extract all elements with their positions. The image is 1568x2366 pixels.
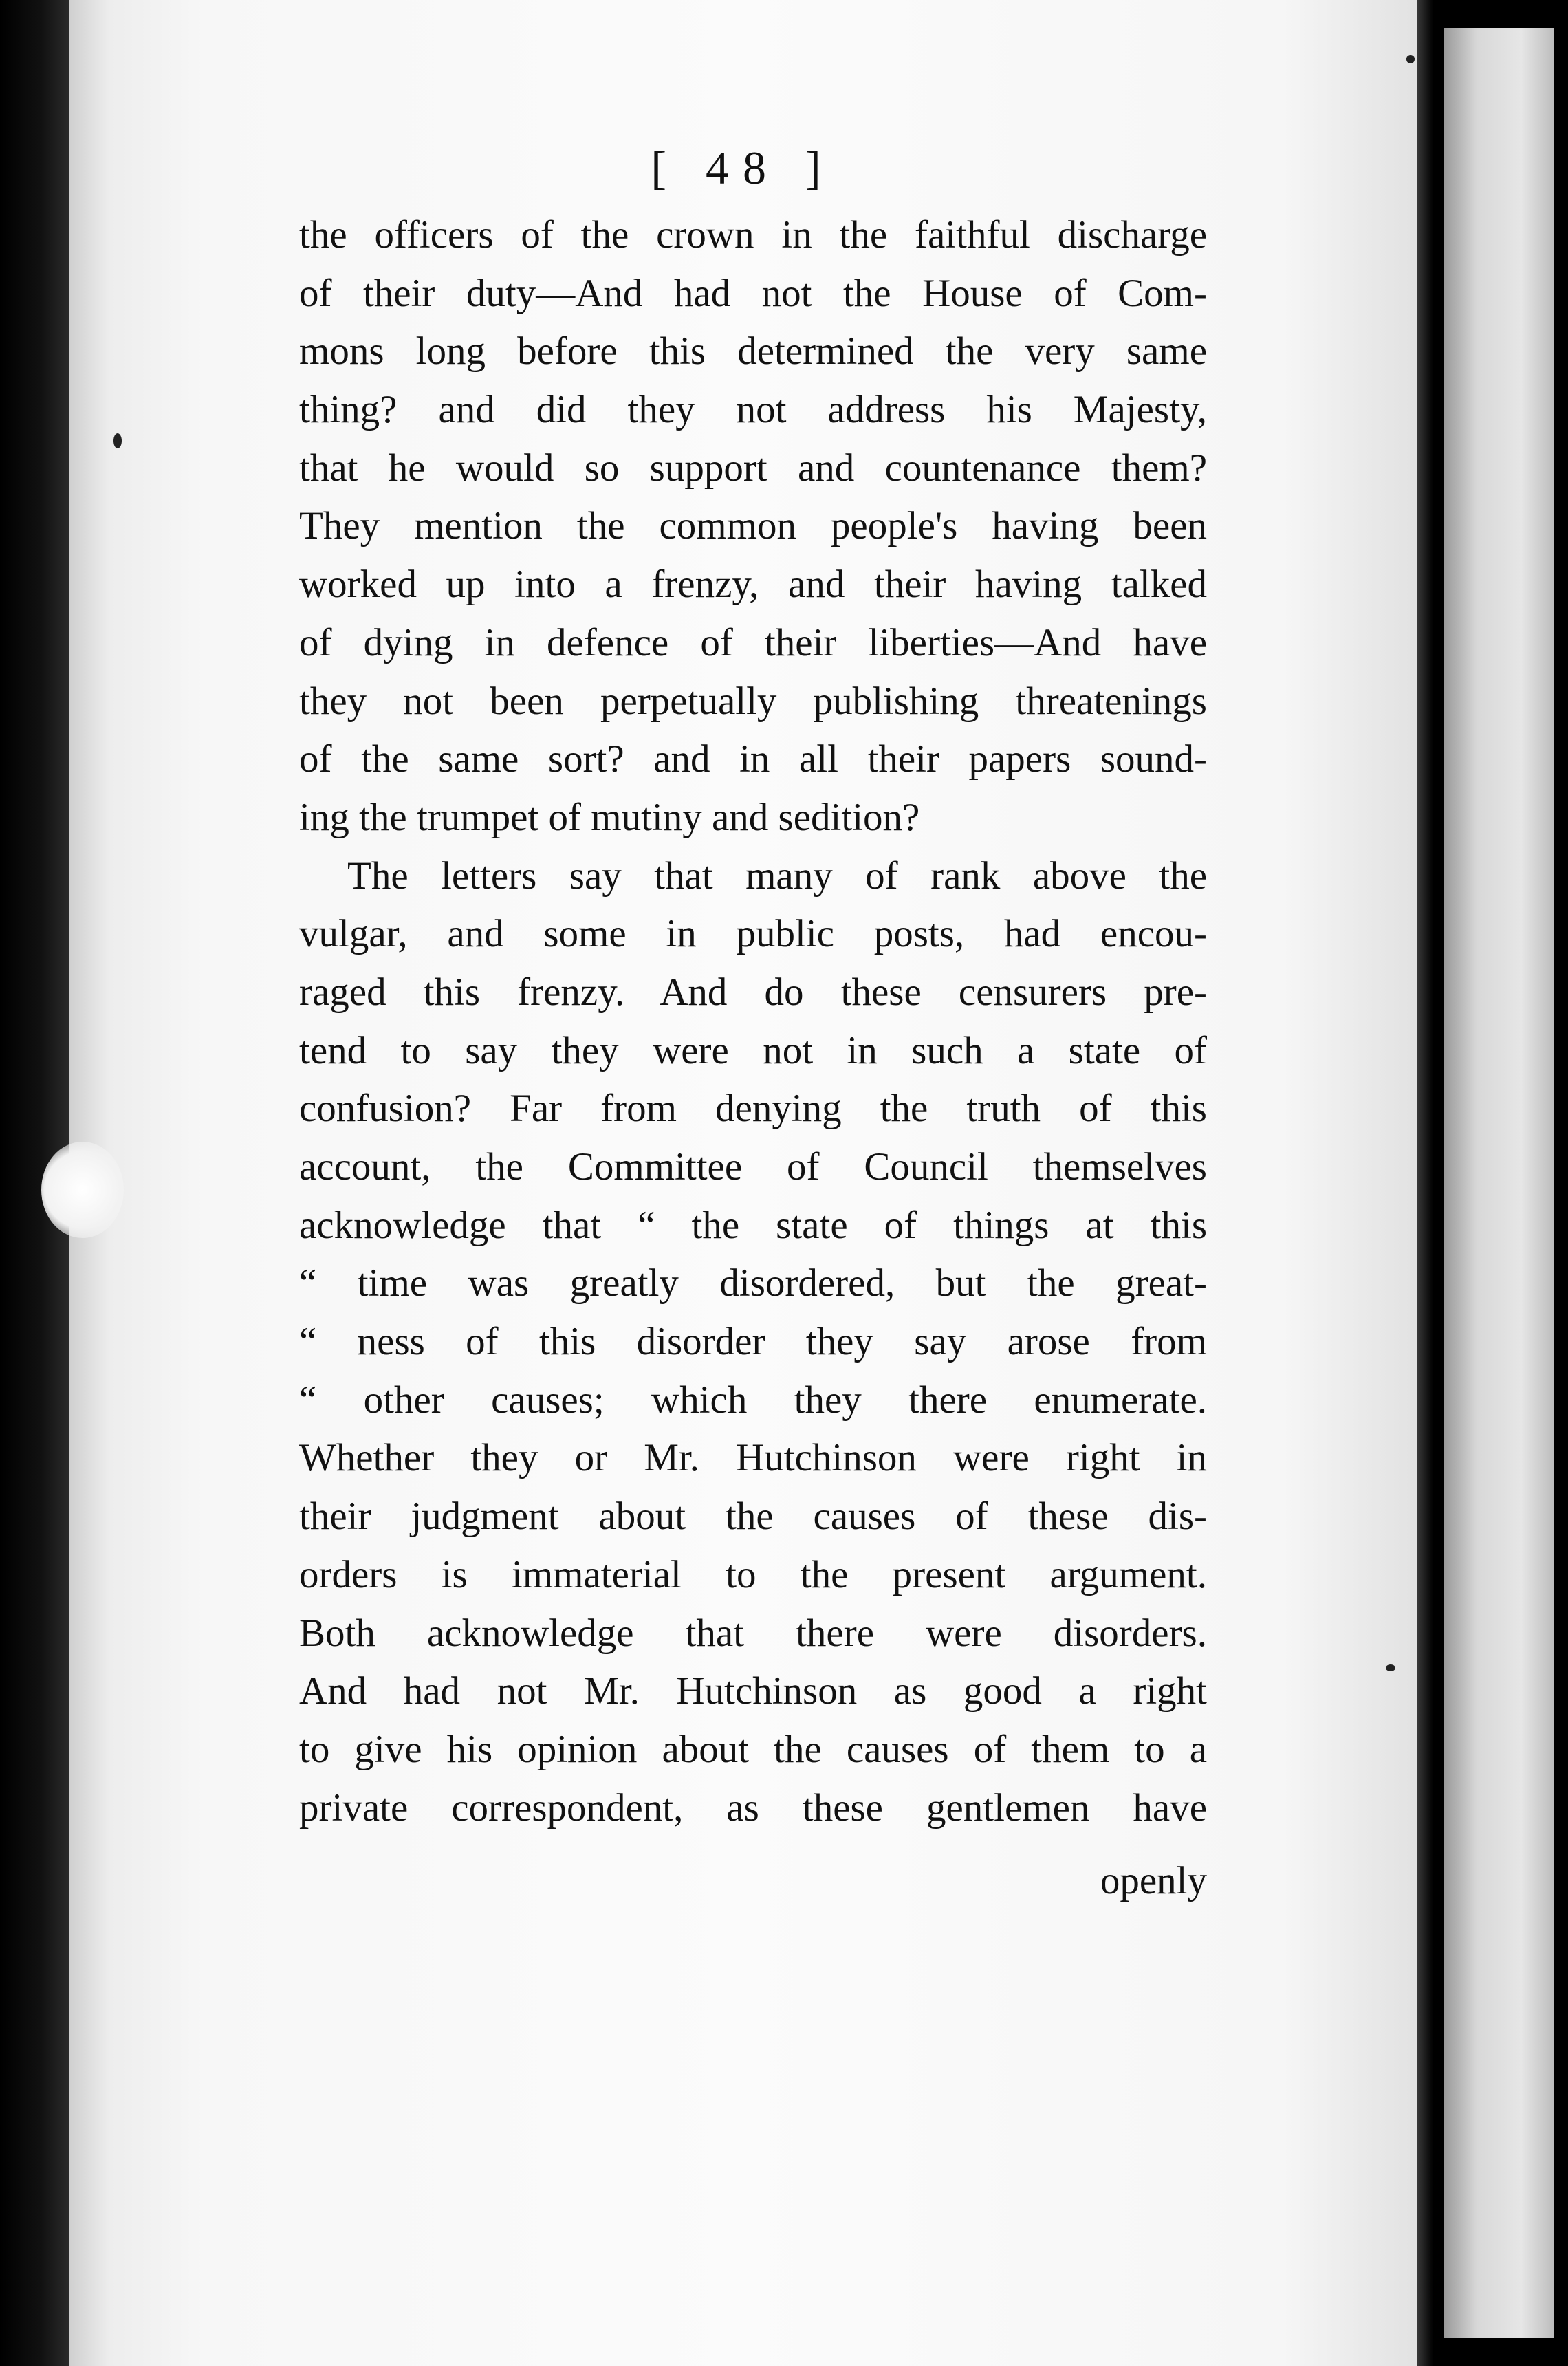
text-line: tend to say they were not in such a state of bbox=[299, 1028, 1207, 1072]
ink-speck bbox=[1406, 55, 1415, 63]
text-line: Whether they or Mr. Hutchinson were right in bbox=[299, 1436, 1207, 1480]
text-line: orders is immaterial to the present argument. bbox=[299, 1552, 1207, 1596]
text-line: thing? and did they not address his Majesty, bbox=[299, 388, 1207, 432]
text-line: And had not Mr. Hutchinson as good a right bbox=[299, 1669, 1207, 1713]
text-line: They mention the common people's having been bbox=[299, 504, 1207, 548]
text-line: mons long before this determined the very same bbox=[299, 329, 1207, 373]
text-line: “ time was greatly disordered, but the great- bbox=[299, 1261, 1207, 1305]
text-line: vulgar, and some in public posts, had encou- bbox=[299, 912, 1207, 956]
text-line: that he would so support and countenance them? bbox=[299, 446, 1207, 490]
text-line: account, the Committee of Council themselves bbox=[299, 1145, 1207, 1189]
text-line: private correspondent, as these gentlemen have bbox=[299, 1786, 1207, 1830]
text-line: “ other causes; which they there enumerate. bbox=[299, 1378, 1207, 1422]
ink-speck bbox=[113, 433, 122, 448]
text-line: Both acknowledge that there were disorders. bbox=[299, 1611, 1207, 1655]
ink-speck bbox=[1386, 1664, 1395, 1671]
text-line: they not been perpetually publishing threatenings bbox=[299, 679, 1207, 723]
text-line: to give his opinion about the causes of them to a bbox=[299, 1727, 1207, 1771]
text-line: “ ness of this disorder they say arose from bbox=[299, 1320, 1207, 1364]
text-line: of the same sort? and in all their papers sound- bbox=[299, 737, 1207, 781]
text-line: their judgment about the causes of these dis- bbox=[299, 1495, 1207, 1539]
catchword: openly bbox=[1100, 1859, 1207, 1902]
text-line: ing the trumpet of mutiny and sedition? bbox=[299, 795, 920, 839]
facing-page-edge bbox=[1444, 28, 1554, 2338]
text-line: of their duty—And had not the House of Com- bbox=[299, 271, 1207, 315]
text-line: The letters say that many of rank above the bbox=[347, 854, 1207, 898]
text-line: acknowledge that “ the state of things at this bbox=[299, 1203, 1207, 1247]
page-gutter-shadow bbox=[1417, 0, 1444, 2366]
right-scan-border bbox=[1554, 0, 1568, 2366]
page-body-text bbox=[299, 206, 1207, 1837]
text-line: the officers of the crown in the faithful discharge bbox=[299, 213, 1207, 257]
text-line: raged this frenzy. And do these censurers pre- bbox=[299, 970, 1207, 1014]
text-line: of dying in defence of their liberties—And have bbox=[299, 620, 1207, 664]
page-number-header: [ 48 ] bbox=[651, 142, 835, 194]
text-line: worked up into a frenzy, and their having talked bbox=[299, 563, 1207, 607]
paper-blemish bbox=[41, 1142, 124, 1238]
text-line: confusion? Far from denying the truth of this bbox=[299, 1087, 1207, 1131]
